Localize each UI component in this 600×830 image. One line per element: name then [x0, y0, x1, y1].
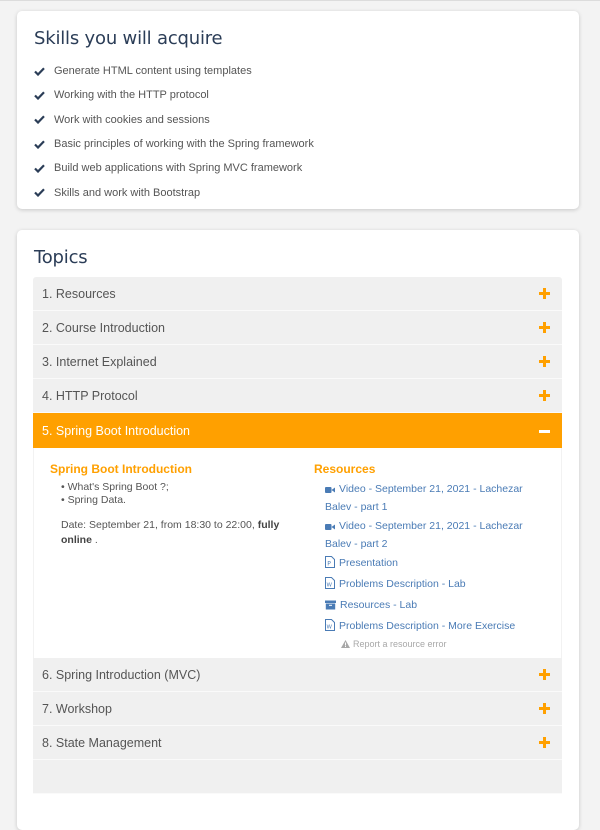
topic-date — [50, 518, 290, 548]
resource-link[interactable] — [325, 518, 549, 552]
topic-header-7[interactable] — [33, 692, 562, 726]
skill-item — [34, 156, 314, 180]
resource-label: Presentation — [339, 557, 398, 569]
plus-icon[interactable] — [539, 737, 550, 748]
topics-accordion — [33, 277, 562, 794]
topic-header-5[interactable] — [33, 413, 562, 448]
topic-label: 3. Internet Explained — [42, 354, 157, 369]
topic-label: 6. Spring Introduction (MVC) — [42, 667, 201, 682]
skill-label: Basic principles of working with the Spring framework — [54, 138, 314, 151]
skill-label: Working with the HTTP protocol — [54, 89, 209, 102]
top-divider — [0, 0, 600, 1]
skill-item — [34, 83, 314, 107]
topic-subtitle: Spring Boot Introduction — [50, 462, 192, 476]
skills-list — [34, 59, 314, 205]
resource-link[interactable] — [325, 576, 549, 594]
bullet-item: • Spring Data. — [61, 494, 290, 507]
checkmark-icon — [34, 91, 45, 100]
topic-header-1[interactable] — [33, 277, 562, 311]
topic-header-9-partial[interactable] — [33, 760, 562, 794]
resource-label: Video - September 21, 2021 - Lachezar Balev - part 2 — [325, 520, 523, 550]
skills-card — [17, 11, 579, 209]
checkmark-icon — [34, 115, 45, 124]
skill-label: Work with cookies and sessions — [54, 113, 210, 126]
resource-label: Problems Description - More Exercise — [339, 620, 516, 632]
plus-icon[interactable] — [539, 669, 550, 680]
topic-label: 7. Workshop — [42, 701, 112, 716]
plus-icon[interactable] — [539, 288, 550, 299]
topics-title: Topics — [34, 247, 88, 268]
topic-header-4[interactable] — [33, 379, 562, 413]
resource-label: Problems Description - Lab — [339, 578, 466, 590]
skill-item — [34, 180, 314, 204]
resource-link[interactable] — [325, 597, 549, 615]
resource-link[interactable] — [325, 481, 549, 515]
topic-header-6[interactable] — [33, 658, 562, 692]
video-icon — [325, 520, 335, 536]
svg-text:W: W — [326, 582, 332, 589]
checkmark-icon — [34, 188, 45, 197]
svg-text:W: W — [326, 624, 332, 631]
topic-description — [50, 462, 290, 548]
topic-label: 4. HTTP Protocol — [42, 388, 138, 403]
date-prefix: Date: September 21, from 18:30 to 22:00, — [61, 519, 258, 531]
skill-item — [34, 132, 314, 156]
plus-icon[interactable] — [539, 390, 550, 401]
skills-title: Skills you will acquire — [34, 28, 223, 49]
report-error-link[interactable] — [314, 639, 549, 649]
topic-header-2[interactable] — [33, 311, 562, 345]
skill-label: Build web applications with Spring MVC framework — [54, 162, 303, 175]
archive-icon — [325, 599, 336, 615]
resource-label: Video - September 21, 2021 - Lachezar Balev - part 1 — [325, 483, 523, 513]
plus-icon[interactable] — [539, 322, 550, 333]
word-file-icon — [325, 577, 335, 594]
resource-link[interactable] — [325, 555, 549, 573]
topic-label: 1. Resources — [42, 286, 116, 301]
warning-icon — [341, 639, 353, 649]
date-bold: fully online — [61, 519, 280, 546]
report-label: Report a resource error — [353, 639, 447, 649]
minus-icon[interactable] — [539, 425, 550, 436]
resource-link[interactable] — [325, 618, 549, 636]
skill-label: Generate HTML content using templates — [54, 65, 252, 78]
powerpoint-file-icon — [325, 556, 335, 573]
topics-card — [17, 230, 579, 830]
topic-label: 2. Course Introduction — [42, 320, 165, 335]
topic-bullets — [50, 481, 290, 507]
topic-label: 5. Spring Boot Introduction — [42, 423, 191, 438]
video-icon — [325, 483, 335, 499]
date-suffix: . — [91, 534, 98, 546]
checkmark-icon — [34, 140, 45, 149]
checkmark-icon — [34, 67, 45, 76]
bullet-item: • What's Spring Boot ?; — [61, 481, 290, 494]
skill-item — [34, 59, 314, 83]
resource-label: Resources - Lab — [340, 599, 418, 611]
plus-icon[interactable] — [539, 703, 550, 714]
topic-label: 8. State Management — [42, 735, 162, 750]
svg-text:P: P — [327, 560, 331, 568]
resources-title: Resources — [314, 462, 376, 476]
topic-resources — [314, 462, 549, 649]
topic-header-3[interactable] — [33, 345, 562, 379]
word-file-icon — [325, 619, 335, 636]
plus-icon[interactable] — [539, 356, 550, 367]
topic-header-8[interactable] — [33, 726, 562, 760]
resources-list — [314, 481, 549, 636]
checkmark-icon — [34, 164, 45, 173]
skill-label: Skills and work with Bootstrap — [54, 186, 201, 199]
topic-5-body — [33, 448, 562, 658]
skill-item — [34, 108, 314, 132]
